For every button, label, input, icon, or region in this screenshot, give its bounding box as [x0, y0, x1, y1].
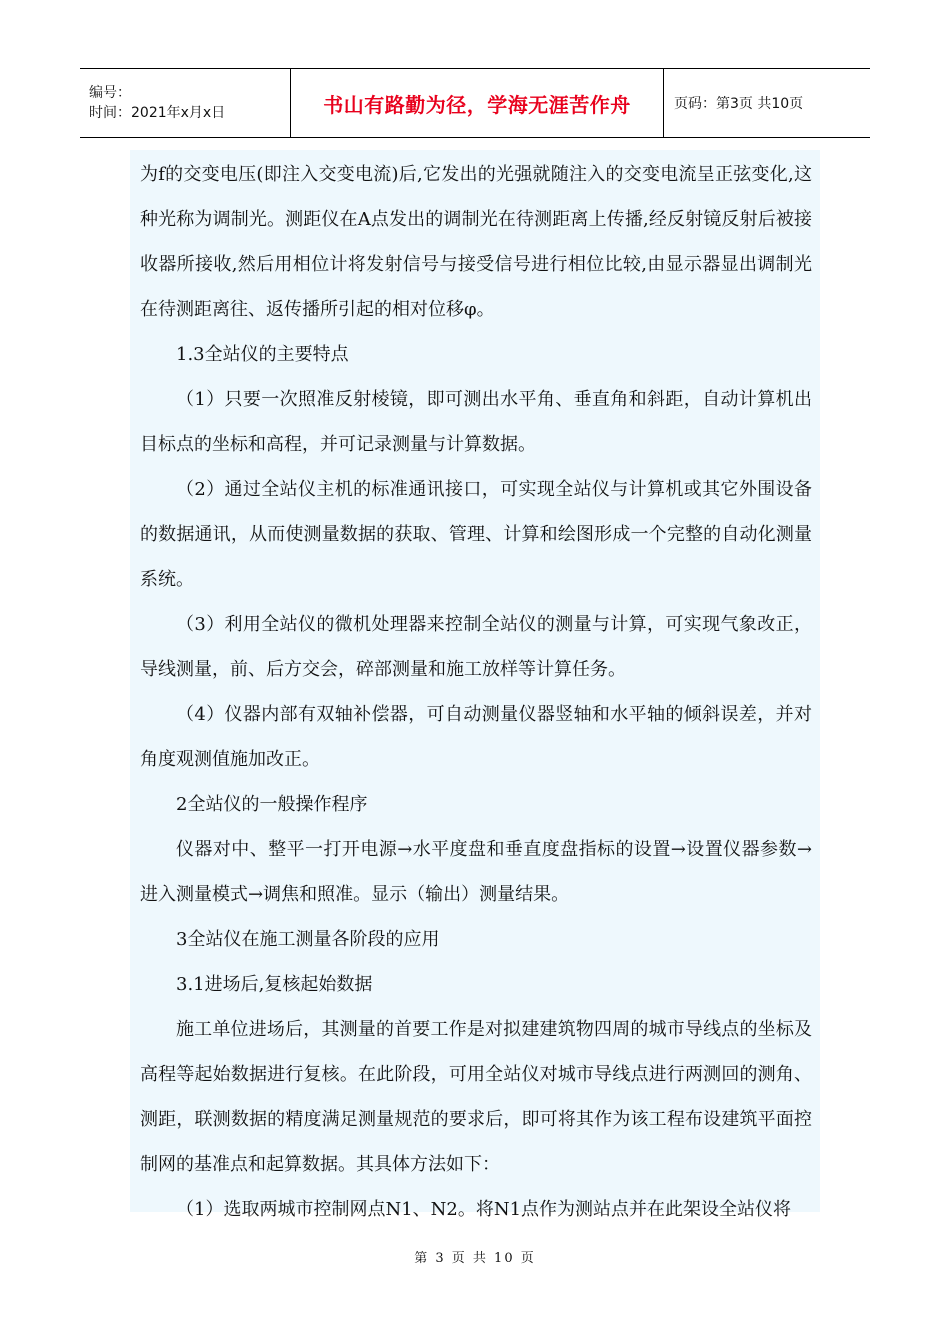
header-page-info: 页码：第3页 共10页: [674, 96, 804, 112]
paragraph-modulated-light: 为f的交变电压(即注入交变电流)后,它发出的光强就随注入的交变电流呈正弦变化,这种光称为调制光。测距仪在A点发出的调制光在待测距离上传播,经反射镜反射后被接收器所接收,然后用相位计将发射信号与接受信号进行相位比较,由显示器显出调制光在待测距离往、返传播所引起的相对位移φ。: [140, 164, 812, 320]
number-label: 编号：: [89, 85, 131, 101]
heading-3-1: 3.1进场后,复核起始数据: [176, 974, 373, 995]
heading-1-3: 1.3全站仪的主要特点: [176, 344, 349, 365]
paragraph-step-1: （1）选取两城市控制网点N1、N2。将N1点作为测站点并在此架设全站仪将: [176, 1199, 792, 1220]
date-label: 时间：2021年x月x日: [89, 105, 226, 121]
document-body: [130, 150, 820, 1220]
heading-2: 2全站仪的一般操作程序: [176, 794, 368, 815]
feature-3: （3）利用全站仪的微机处理器来控制全站仪的测量与计算，可实现气象改正，导线测量，前、后方交会，碎部测量和施工放样等计算任务。: [140, 614, 812, 680]
page-footer: 第 3 页 共 10 页: [414, 1251, 536, 1266]
header-motto: 书山有路勤为径，学海无涯苦作舟: [291, 69, 664, 137]
feature-1: （1）只要一次照准反射棱镜，即可测出水平角、垂直角和斜距，自动计算机出目标点的坐标和高程，并可记录测量与计算数据。: [140, 389, 812, 455]
feature-4: （4）仪器内部有双轴补偿器，可自动测量仪器竖轴和水平轴的倾斜误差，并对角度观测值施加改正。: [140, 704, 812, 770]
paragraph-verify: 施工单位进场后，其测量的首要工作是对拟建建筑物四周的城市导线点的坐标及高程等起始数据进行复核。在此阶段，可用全站仪对城市导线点进行两测回的测角、测距，联测数据的精度满足测量规范的要求后，即可将其作为该工程布设建筑平面控制网的基准点和起算数据。其具体方法如下：: [140, 1019, 812, 1175]
page-header: [80, 68, 870, 138]
header-meta: [80, 69, 291, 137]
feature-2: （2）通过全站仪主机的标准通讯接口，可实现全站仪与计算机或其它外围设备的数据通讯，从而使测量数据的获取、管理、计算和绘图形成一个完整的自动化测量系统。: [140, 479, 812, 590]
heading-3: 3全站仪在施工测量各阶段的应用: [176, 929, 440, 950]
paragraph-operation: 仪器对中、整平一打开电源→水平度盘和垂直度盘指标的设置→设置仪器参数→进入测量模式→调焦和照准。显示（输出）测量结果。: [140, 839, 812, 905]
